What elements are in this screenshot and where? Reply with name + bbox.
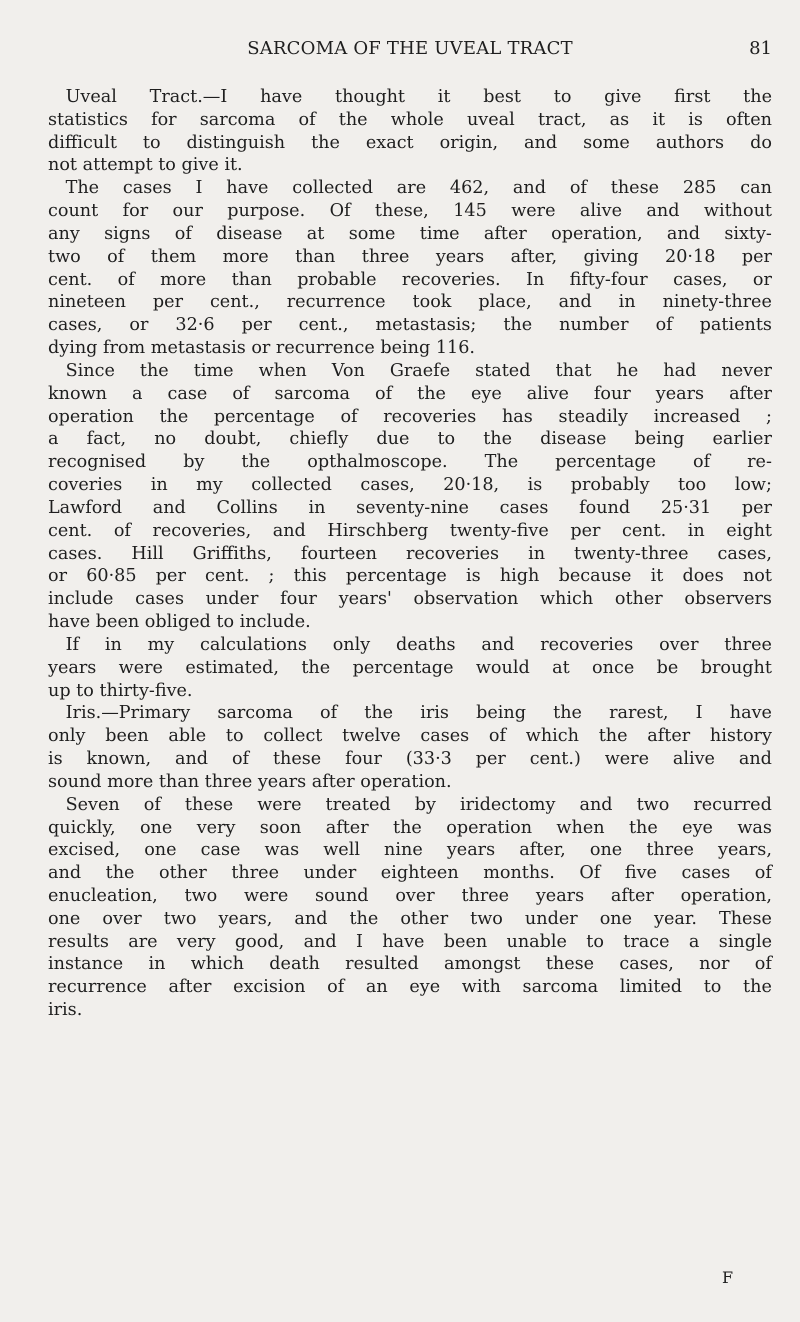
text-line: count for our purpose. Of these, 145 were alive and without <box>48 201 772 222</box>
text-line: cent. of recoveries, and Hirschberg twenty-five per cent. in eight <box>48 520 772 541</box>
text-line: not attempt to give it. <box>48 155 243 176</box>
text-line: nineteen per cent., recurrence took place, and in ninety-three <box>48 292 772 313</box>
text-line: Uveal Tract.—I have thought it best to give first the <box>65 87 772 107</box>
text-line: a fact, no doubt, chiefly due to the disease being earlier <box>48 429 772 450</box>
page-number: 81 <box>749 38 772 59</box>
running-title: SARCOMA OF THE UVEAL TRACT <box>247 38 573 59</box>
text-line: operation the percentage of recoveries has steadily increased ; <box>48 406 772 427</box>
text-line: cases, or 32·6 per cent., metastasis; the number of patients <box>48 315 772 336</box>
page-header <box>48 38 772 62</box>
text-line: Since the time when Von Graefe stated that he had never <box>65 360 772 381</box>
text-line: statistics for sarcoma of the whole uveal tract, as it is often <box>48 109 772 130</box>
text-line: two of them more than three years after, giving 20·18 per <box>48 246 772 267</box>
text-line: years were estimated, the percentage would at once be brought <box>48 657 772 678</box>
text-line: quickly, one very soon after the operation when the eye was <box>48 817 772 838</box>
text-line: include cases under four years' observation which other observers <box>48 589 772 610</box>
text-line: coveries in my collected cases, 20·18, is probably too low; <box>48 475 772 496</box>
text-line: or 60·85 per cent. ; this percentage is high because it does not <box>48 566 772 587</box>
text-line: have been obliged to include. <box>48 612 311 633</box>
text-line: difficult to distinguish the exact origin, and some authors do <box>48 132 772 153</box>
text-line: Seven of these were treated by iridectomy and two recurred <box>65 794 772 815</box>
text-line: results are very good, and I have been unable to trace a single <box>48 931 772 952</box>
text-line: recurrence after excision of an eye with sarcoma limited to the <box>48 977 772 998</box>
text-line: cases. Hill Griffiths, fourteen recoveries in twenty-three cases, <box>48 543 772 564</box>
text-line: and the other three under eighteen months. Of five cases of <box>48 863 772 884</box>
text-line: recognised by the opthalmoscope. The percentage of re- <box>48 452 772 473</box>
text-line: any signs of disease at some time after operation, and sixty- <box>48 223 772 244</box>
signature-mark: F <box>722 1268 734 1287</box>
text-line: excised, one case was well nine years after, one three years, <box>48 840 772 861</box>
text-line: is known, and of these four (33·3 per cent.) were alive and <box>48 749 772 770</box>
text-line: one over two years, and the other two under one year. These <box>48 908 772 929</box>
text-line: Lawford and Collins in seventy-nine cases found 25·31 per <box>48 497 772 518</box>
text-line: only been able to collect twelve cases of which the after history <box>48 726 772 747</box>
text-line: sound more than three years after operation. <box>48 771 452 792</box>
text-line: enucleation, two were sound over three years after operation, <box>48 885 772 906</box>
text-line: iris. <box>48 1000 83 1021</box>
text-line: up to thirty-five. <box>48 680 193 701</box>
text-line: known a case of sarcoma of the eye alive four years after <box>48 383 772 404</box>
text-line: instance in which death resulted amongst these cases, nor of <box>48 954 772 975</box>
text-line: dying from metastasis or recurrence being 116. <box>48 338 476 359</box>
text-line: The cases I have collected are 462, and of these 285 can <box>65 178 772 199</box>
text-line: cent. of more than probable recoveries. In fifty-four cases, or <box>48 269 772 290</box>
body-text <box>48 86 772 1022</box>
text-line: Iris.—Primary sarcoma of the iris being the rarest, I have <box>65 703 772 724</box>
text-line: If in my calculations only deaths and recoveries over three <box>65 634 772 655</box>
